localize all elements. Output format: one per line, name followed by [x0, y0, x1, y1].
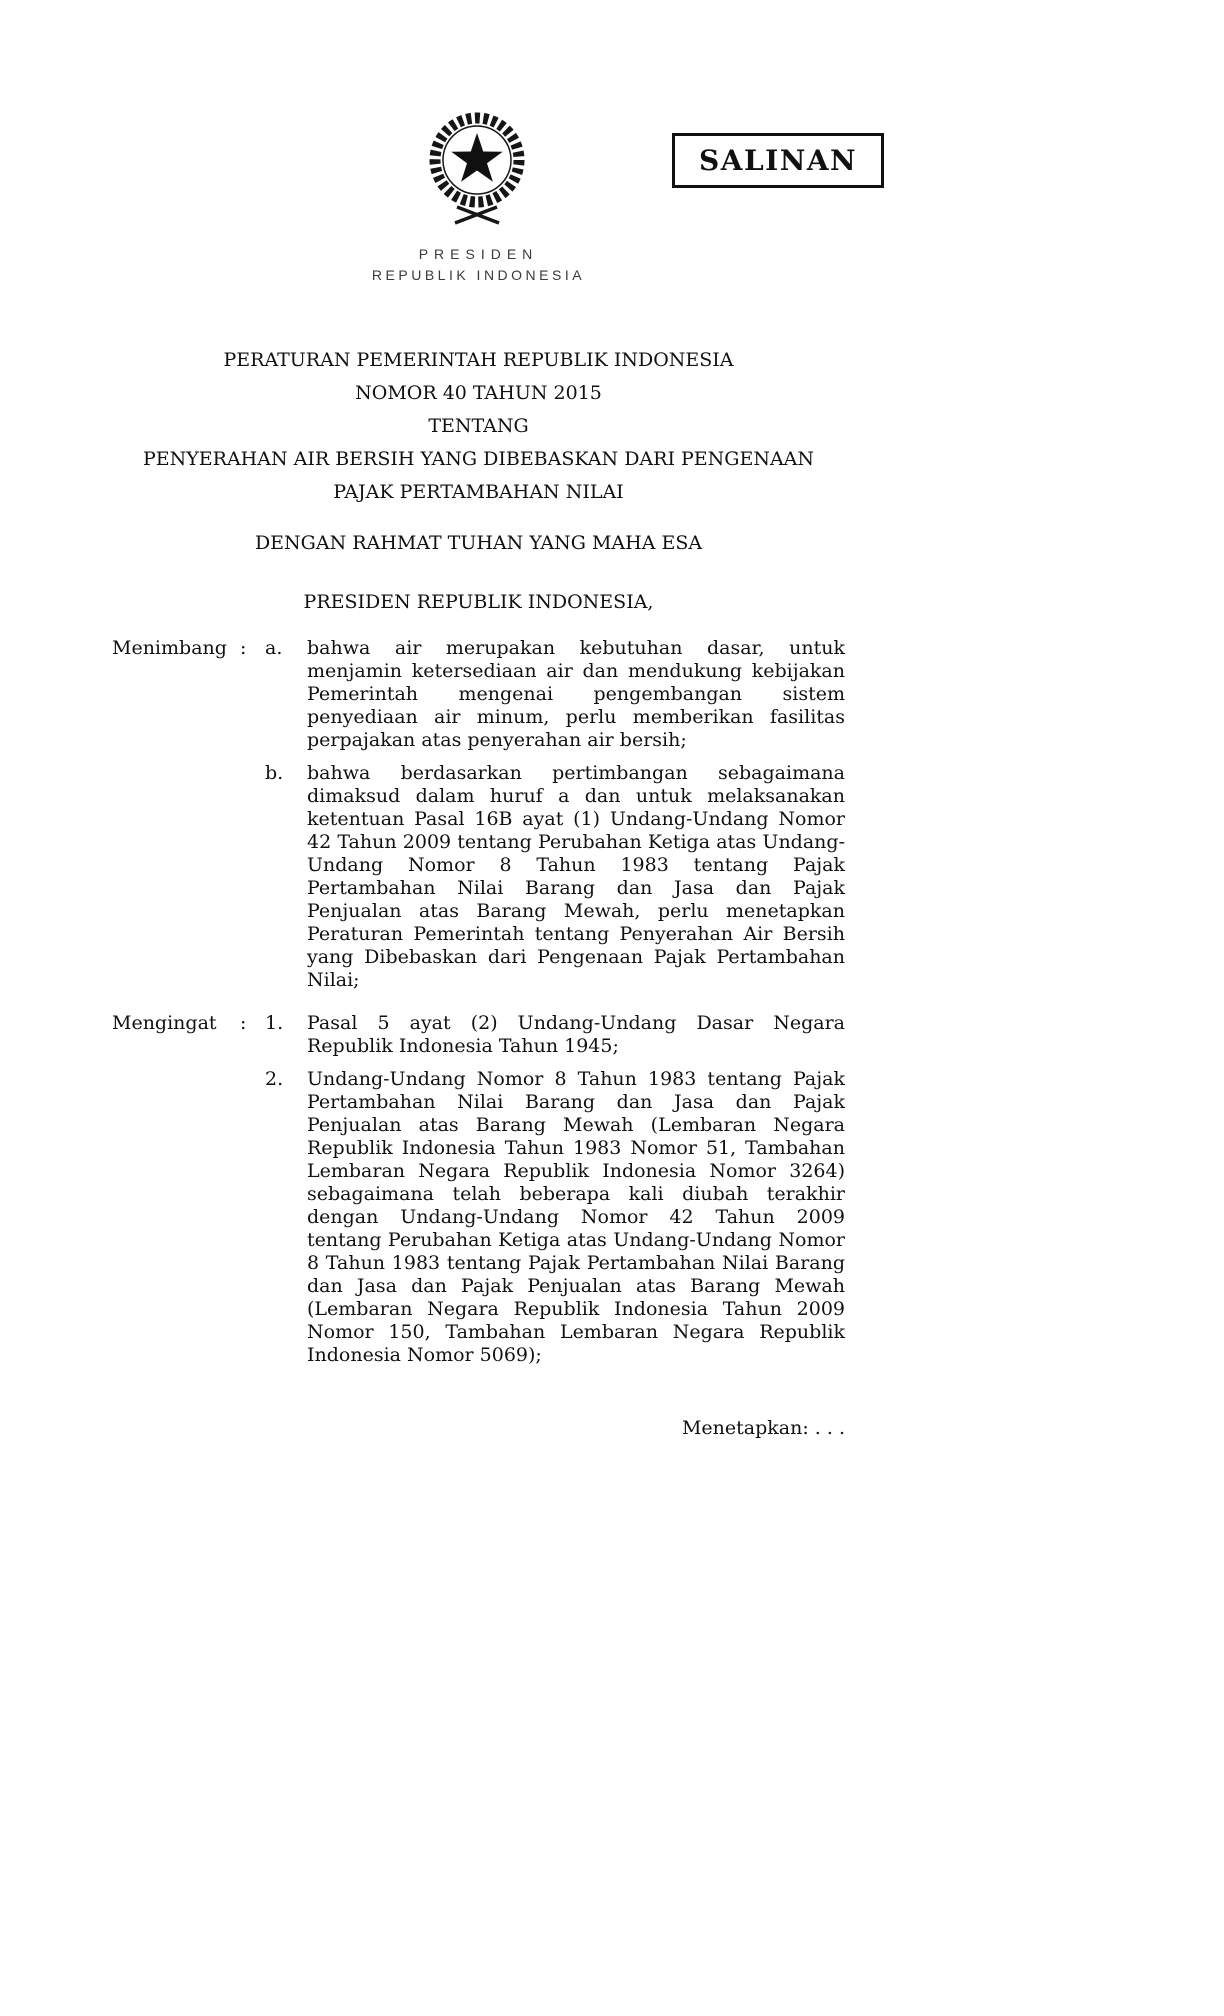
- mengingat-colon: :: [240, 1012, 247, 1034]
- spacer: [240, 1068, 265, 1367]
- presidential-seal-icon: [417, 104, 537, 234]
- menimbang-section: [112, 637, 845, 992]
- title-line-3: TENTANG: [428, 415, 529, 437]
- authority-line: PRESIDEN REPUBLIK INDONESIA,: [303, 591, 654, 613]
- menimbang-item-b-marker: b.: [265, 762, 284, 784]
- menimbang-colon: :: [240, 637, 247, 659]
- letterhead-republik-indonesia: REPUBLIK INDONESIA: [371, 267, 586, 283]
- letterhead-presiden: PRESIDEN: [418, 246, 539, 262]
- regulation-title: [112, 344, 845, 509]
- menimbang-item-a-text: bahwa air merupakan kebutuhan dasar, untuk menjamin ketersediaan air dan mendukung kebijakan Pemerintah mengenai pengembangan sistem penyediaan air minum, perlu memberikan fasilitas perpajakan atas penyerahan air bersih;: [307, 637, 845, 751]
- spacer: [112, 762, 240, 992]
- mengingat-section: [112, 1012, 845, 1367]
- salinan-badge: [672, 133, 884, 188]
- catchword-menetapkan: Menetapkan: . . .: [681, 1417, 845, 1439]
- spacer: [112, 1068, 240, 1367]
- title-line-1: PERATURAN PEMERINTAH REPUBLIK INDONESIA: [223, 349, 734, 371]
- title-line-2: NOMOR 40 TAHUN 2015: [355, 382, 602, 404]
- salinan-label: SALINAN: [699, 144, 858, 177]
- mengingat-item-1-text: Pasal 5 ayat (2) Undang-Undang Dasar Negara Republik Indonesia Tahun 1945;: [307, 1012, 845, 1057]
- menimbang-item-b-text: bahwa berdasarkan pertimbangan sebagaimana dimaksud dalam huruf a dan untuk melaksanakan ketentuan Pasal 16B ayat (1) Undang-Undang Nomor 42 Tahun 2009 tentang Perubahan Ketiga atas Undang-Undang Nomor 8 Tahun 1983 tentang Pajak Pertambahan Nilai Barang dan Jasa dan Pajak Penjualan atas Barang Mewah, perlu menetapkan Peraturan Pemerintah tentang Penyerahan Air Bersih yang Dibebaskan dari Pengenaan Pajak Pertambahan Nilai;: [307, 762, 845, 991]
- mengingat-item-1-marker: 1.: [265, 1012, 284, 1034]
- title-line-4: PENYERAHAN AIR BERSIH YANG DIBEBASKAN DARI PENGENAAN: [142, 448, 815, 470]
- mengingat-item-2-text: Undang-Undang Nomor 8 Tahun 1983 tentang Pajak Pertambahan Nilai Barang dan Jasa dan Pajak Penjualan atas Barang Mewah (Lembaran Negara Republik Indonesia Tahun 1983 Nomor 51, Tambahan Lembaran Negara Republik Indonesia Nomor 3264) sebagaimana telah beberapa kali diubah terakhir dengan Undang-Undang Nomor 42 Tahun 2009 tentang Perubahan Ketiga atas Undang-Undang Nomor 8 Tahun 1983 tentang Pajak Pertambahan Nilai Barang dan Jasa dan Pajak Penjualan atas Barang Mewah (Lembaran Negara Republik Indonesia Tahun 2009 Nomor 150, Tambahan Lembaran Negara Republik Indonesia Nomor 5069);: [307, 1068, 845, 1366]
- spacer: [240, 762, 265, 992]
- title-line-5: PAJAK PERTAMBAHAN NILAI: [333, 481, 624, 503]
- document-body: [112, 344, 845, 1440]
- menimbang-label: Menimbang: [112, 637, 227, 659]
- mengingat-label: Mengingat: [112, 1012, 217, 1034]
- letterhead: [112, 244, 845, 286]
- menimbang-item-a-marker: a.: [265, 637, 283, 659]
- mengingat-item-2-marker: 2.: [265, 1068, 284, 1090]
- invocation-line: DENGAN RAHMAT TUHAN YANG MAHA ESA: [254, 532, 703, 554]
